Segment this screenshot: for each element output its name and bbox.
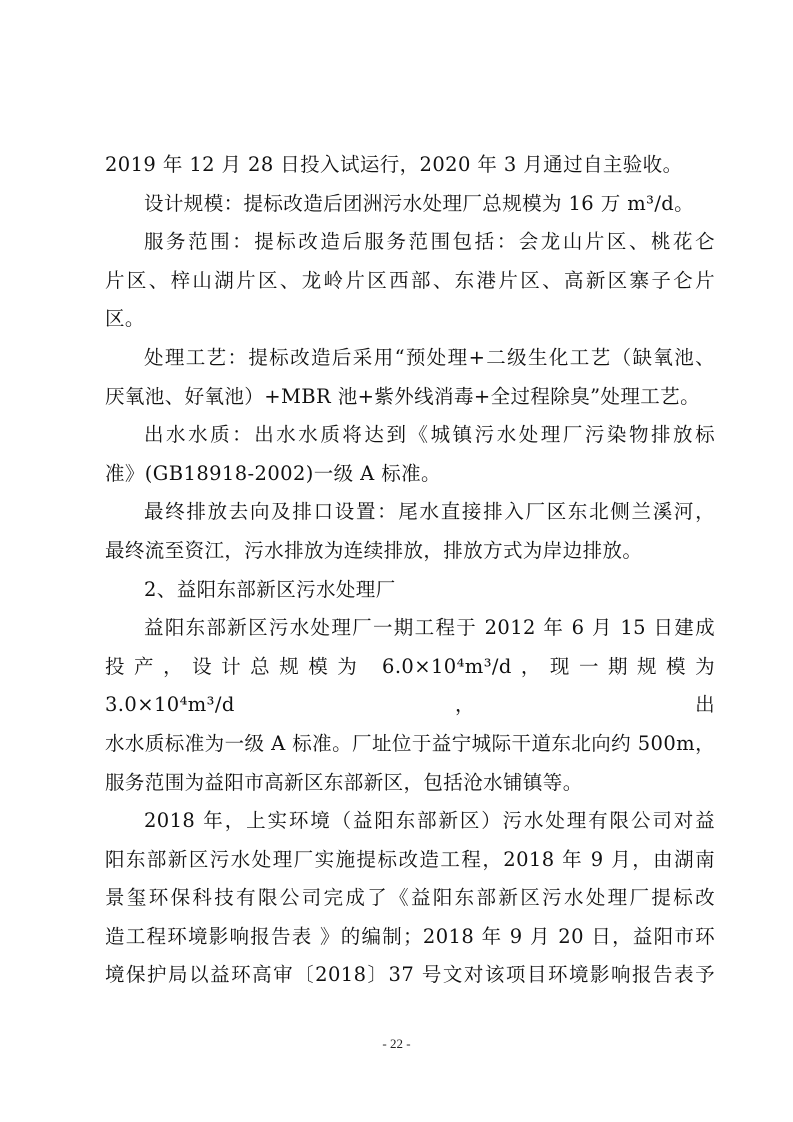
text-line: 2018 年，上实环境（益阳东部新区）污水处理有限公司对益 xyxy=(144,809,715,833)
text-line: 水水质标准为一级 A 标准。厂址位于益宁城际干道东北向约 500m， xyxy=(105,731,715,755)
text-line: 最终流至资江，污水排放为连续排放，排放方式为岸边排放。 xyxy=(105,538,643,562)
text-line: 服务范围：提标改造后服务范围包括：会龙山片区、桃花仑 xyxy=(144,230,715,254)
text-line: 服务范围为益阳市高新区东部新区，包括沧水铺镇等。 xyxy=(105,770,583,794)
section-heading: 2、益阳东部新区污水处理厂 xyxy=(144,577,396,601)
text-line: 处理工艺：提标改造后采用“预处理+二级生化工艺（缺氧池、 xyxy=(144,345,715,369)
text-line: 阳东部新区污水处理厂实施提标改造工程，2018 年 9 月，由湖南 xyxy=(105,847,715,871)
text-line: 造工程环境影响报告表 》的编制；2018 年 9 月 20 日，益阳市环 xyxy=(105,924,715,948)
text-line: 最终排放去向及排口设置：尾水直接排入厂区东北侧兰溪河， xyxy=(144,500,715,524)
text-line: 景玺环保科技有限公司完成了《益阳东部新区污水处理厂提标改 xyxy=(105,886,715,910)
text-line: 投产，设计总规模为 6.0×10⁴m³/d，现一期规模为 3.0×10⁴m³/d，出 xyxy=(105,654,715,717)
text-line: 境保护局以益环高审〔2018〕37 号文对该项目环境影响报告表予 xyxy=(105,963,715,987)
text-line: 设计规模：提标改造后团洲污水处理厂总规模为 16 万 m³/d。 xyxy=(144,191,695,215)
text-line: 益阳东部新区污水处理厂一期工程于 2012 年 6 月 15 日建成 xyxy=(144,616,715,640)
text-line: 片区、梓山湖片区、龙岭片区西部、东港片区、高新区寨子仑片 xyxy=(105,268,715,292)
document-body xyxy=(105,146,715,995)
text-line: 出水水质：出水水质将达到《城镇污水处理厂污染物排放标 xyxy=(144,423,715,447)
page-number: - 22 - xyxy=(382,1036,411,1051)
text-line: 区。 xyxy=(105,307,145,331)
text-line: 2019 年 12 月 28 日投入试运行，2020 年 3 月通过自主验收。 xyxy=(105,153,683,176)
text-line: 准》(GB18918-2002)一级 A 标准。 xyxy=(105,461,441,485)
text-line: 厌氧池、好氧池）+MBR 池+紫外线消毒+全过程除臭”处理工艺。 xyxy=(105,384,700,408)
